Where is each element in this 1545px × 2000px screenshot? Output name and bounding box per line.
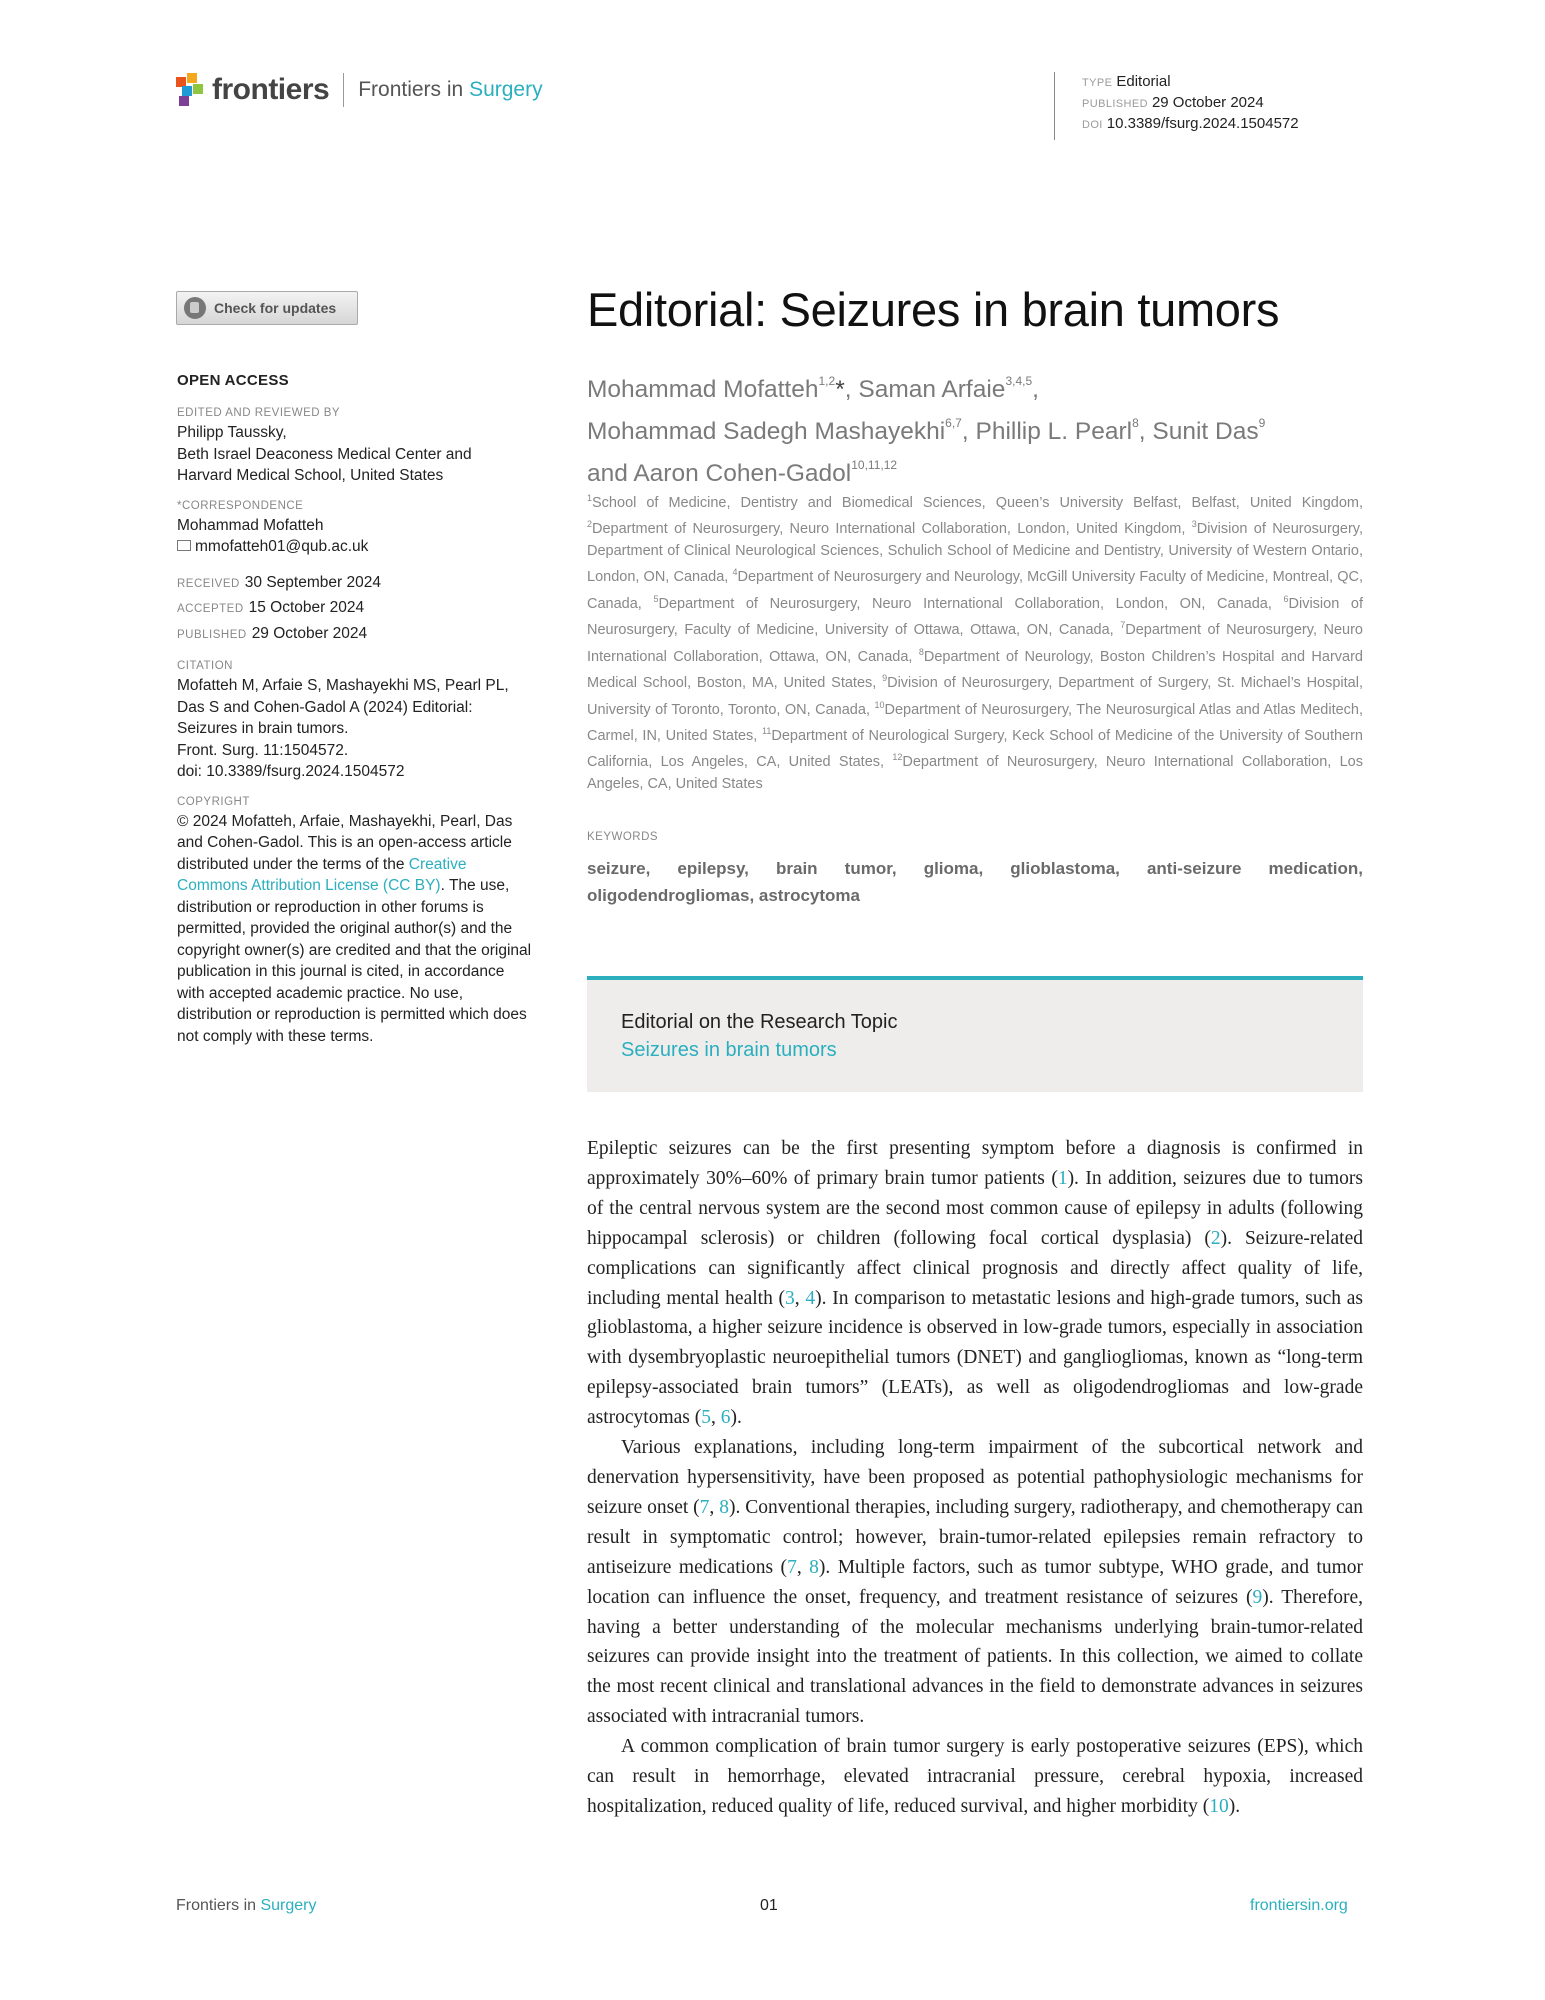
journal-prefix: Frontiers in (358, 78, 464, 101)
reference-link[interactable]: 8 (809, 1556, 819, 1578)
citation-block: CITATION Mofatteh M, Arfaie S, Mashayekhi MS, Pearl PL, Das S and Cohen-Gadol A (2024) Editorial: Seizures in brain tumors. Front. Surg. 11:1504572. doi: 10.3389/fsurg.2024.1504572 (177, 660, 509, 780)
reference-link[interactable]: 9 (1252, 1586, 1263, 1608)
affiliation-text: Division of Neurosurgery, Department of Clinical Neurological Sciences, Schulich School of Medicine and Dentistry, University of Western Ontario, London, ON, Canada, (587, 521, 1363, 586)
body-text: ). Seizure-related complications can significantly affect clinical prognosis and directly affect quality of life, including mental health ( (587, 1227, 1363, 1309)
affiliation-text: Department of Neurosurgery, Neuro International Collaboration, Los Angeles, CA, United States (587, 754, 1363, 792)
affiliation-number: 12 (892, 752, 903, 763)
article-meta (1054, 72, 1299, 140)
left-sidebar (177, 372, 533, 1060)
footer-journal[interactable]: Frontiers in Surgery (176, 1897, 317, 1914)
reference-link[interactable]: 7 (699, 1496, 710, 1518)
body-paragraph (587, 1732, 1363, 1822)
reference-link[interactable]: 6 (720, 1407, 731, 1429)
reference-link[interactable]: 2 (1210, 1227, 1221, 1249)
affiliation-number: 7 (1120, 620, 1126, 631)
keywords-label: KEYWORDS (587, 831, 659, 843)
meta-doi: DOI 10.3389/fsurg.2024.1504572 (1082, 115, 1299, 132)
reference-link[interactable]: 10 (1209, 1795, 1229, 1817)
mail-icon (177, 540, 191, 551)
editor-name: Philipp Taussky, (177, 424, 287, 441)
body-text: ). (1228, 1795, 1241, 1817)
open-access-label: OPEN ACCESS (177, 372, 289, 389)
affiliation-text: Department of Neurosurgery, The Neurosurgical Atlas and Atlas Meditech, Carmel, IN, United States, (587, 701, 1364, 744)
author-link[interactable]: , Sunit Das (1138, 418, 1259, 446)
affiliation-text: Department of Neurological Surgery, Keck School of Medicine of the University of Southern California, Los Angeles, CA, United States, (587, 727, 1363, 771)
page-number: 01 (760, 1897, 778, 1914)
article-body (587, 1134, 1363, 1822)
affiliation-text: Department of Neurosurgery, Neuro International Collaboration, London, United Kingdom, (592, 521, 1192, 538)
author-link[interactable]: Mohammad Mofatteh (587, 376, 819, 404)
affiliations (587, 488, 1363, 795)
body-text: ). (730, 1407, 742, 1429)
body-text: ). Therefore, having a better understanding of the molecular mechanisms underlying brain-tumor-related seizures can provide insight into the treatment of patients. In this collection, we aimed to collate the most recent clinical and translational advances in the field to demonstrate advances in seizures associated with intracranial tumors. (587, 1586, 1364, 1728)
article-title: Editorial: Seizures in brain tumors (587, 283, 1280, 336)
logo-text: frontiers (212, 73, 330, 106)
journal-name[interactable] (358, 78, 542, 102)
body-text: , (711, 1407, 721, 1429)
affiliation-number: 9 (882, 673, 888, 684)
affiliation-number: 3 (1191, 519, 1197, 530)
body-text: ). Multiple factors, such as tumor subtype, WHO grade, and tumor location can influence the onset, frequency, and treatment resistance of seizures ( (587, 1556, 1363, 1608)
body-text: Various explanations, including long-term impairment of the subcortical network and denervation hypersensitivity, have been proposed as potential pathophysiologic mechanisms for seizure onset ( (587, 1437, 1363, 1518)
editor-affiliation: Beth Israel Deaconess Medical Center and Harvard Medical School, United States (177, 445, 472, 484)
keywords: seizure, epilepsy, brain tumor, glioma, glioblastoma, anti-seizure medication, oligodendrogliomas, astrocytoma (587, 859, 1363, 905)
affiliation-number: 2 (587, 519, 593, 530)
affiliation-number: 1 (587, 493, 593, 503)
meta-published: PUBLISHED 29 October 2024 (1082, 94, 1264, 111)
body-text: Epileptic seizures can be the first presenting symptom before a diagnosis is confirmed in approximately 30%–60% of primary brain tumor patients ( (587, 1138, 1363, 1189)
reference-link[interactable]: 5 (701, 1407, 712, 1429)
reference-link[interactable]: 8 (719, 1496, 729, 1518)
body-text: ). Conventional therapies, including surgery, radiotherapy, and chemotherapy can result in symptomatic control; however, brain-tumor-related epilepsies remain refractory to antiseizure medications ( (587, 1496, 1364, 1578)
reference-link[interactable]: 7 (787, 1556, 797, 1578)
author-link[interactable]: , Phillip L. Pearl (961, 418, 1133, 446)
affiliation-number: 8 (918, 646, 924, 657)
affiliation-number: 5 (653, 593, 659, 604)
dates-block: RECEIVED 30 September 2024 ACCEPTED 15 October 2024 PUBLISHED 29 October 2024 (177, 573, 381, 642)
frontiers-logo-icon (176, 73, 206, 107)
affiliation-number: 4 (732, 567, 738, 578)
doi-link[interactable]: 10.3389/fsurg.2024.1504572 (1106, 115, 1299, 132)
crossmark-icon (184, 297, 206, 319)
affiliation-text: Department of Neurology, Boston Children’s Hospital and Harvard Medical School, Boston, MA, United States, (587, 648, 1364, 691)
footer-site-link[interactable]: frontiersin.org (1250, 1897, 1348, 1914)
body-text: , (794, 1287, 806, 1309)
affiliation-text: Division of Neurosurgery, Faculty of Medicine, University of Ottawa, Ottawa, ON, Canada, (587, 595, 1363, 639)
editor-block: EDITED AND REVIEWED BY Philipp Taussky, Beth Israel Deaconess Medical Center and Harvard Medical School, United States (177, 407, 533, 487)
corr-name: Mohammad Mofatteh (177, 516, 324, 534)
check-updates-label: Check for updates (214, 300, 337, 316)
body-paragraph (587, 1433, 1363, 1732)
body-text: ). In addition, seizures due to tumors of the central nervous system are the second most common cause of epilepsy in adults (following hippocampal sclerosis) or children (following focal cortical dysplasia) ( (587, 1167, 1363, 1249)
author-link[interactable]: and Aaron Cohen-Gadol (587, 460, 852, 488)
affiliation-text: Department of Neurosurgery, Neuro International Collaboration, Ottawa, ON, Canada, (587, 622, 1363, 665)
logo-divider (343, 73, 344, 107)
author-link[interactable]: , Saman Arfaie (844, 376, 1006, 404)
journal-subject: Surgery (469, 78, 543, 101)
affiliation-text: Department of Neurosurgery and Neurology, McGill University Faculty of Medicine, Montreal, QC, Canada, (587, 569, 1363, 612)
body-text: , (796, 1556, 810, 1578)
author-link[interactable]: Mohammad Sadegh Mashayekhi (587, 418, 946, 446)
author-list: Mohammad Mofatteh$^{1,2}$*, Saman Arfaie$^{3,4,5}$, Mohammad Sadegh Mashayekhi$^{6,7}$, Phillip L. Pearl$^8$, Sunit Das$^9$ and Aaron Cohen-Gadol$^{10,11,12}$ (587, 374, 1266, 488)
reference-link[interactable]: 4 (805, 1287, 816, 1309)
body-text: A common complication of brain tumor surgery is early postoperative seizures (EPS), which can result in hemorrhage, elevated intracranial pressure, cerebral hypoxia, increased hospitalization, reduced quality of life, reduced survival, and higher morbidity ( (587, 1736, 1363, 1817)
affiliation-number: 11 (762, 725, 772, 736)
reference-link[interactable]: 3 (785, 1287, 795, 1309)
copyright-block: COPYRIGHT © 2024 Mofatteh, Arfaie, Mashayekhi, Pearl, Das and Cohen-Gadol. This is an open-access article distributed under the terms of the Creative Commons Attribution License (CC BY). The use, distribution or reproduction in other forums is permitted, provided the original author(s) and the copyright owner(s) are credited and that the original publication in this journal is cited, in accordance with accepted academic practice. No use, distribution or reproduction is permitted which does not comply with these terms. (177, 795, 532, 1045)
affiliation-number: 6 (1283, 593, 1289, 604)
body-text: ). In comparison to metastatic lesions and high-grade tumors, such as glioblastoma, a higher seizure incidence is observed in low-grade tumors, especially in association with dysembryoplastic neuroepithelial tumors (DNET) and gangliogliomas, known as “long-term epilepsy-associated brain tumors” (LEATs), as well as oligodendrogliomas and low-grade astrocytomas ( (587, 1287, 1363, 1429)
body-text: , (709, 1496, 720, 1518)
reference-link[interactable]: 1 (1057, 1167, 1068, 1189)
meta-type: TYPE Editorial (1082, 73, 1171, 90)
corr-email-link[interactable]: mmofatteh01@qub.ac.uk (195, 538, 369, 555)
affiliation-number: 10 (874, 699, 885, 710)
check-for-updates-button[interactable] (176, 291, 358, 325)
affiliation-text: School of Medicine, Dentistry and Biomedical Sciences, Queen’s University Belfast, Belfast, United Kingdom, (592, 494, 1363, 511)
affiliation-text: Department of Neurosurgery, Neuro International Collaboration, London, ON, Canada, (658, 595, 1284, 612)
license-link[interactable]: Creative Commons Attribution License (CC BY) (177, 855, 467, 894)
research-topic-link[interactable]: Seizures in brain tumors (621, 1039, 837, 1061)
research-topic-box (587, 976, 1363, 1092)
body-paragraph (587, 1134, 1363, 1433)
affiliation-text: Division of Neurosurgery, Department of Surgery, St. Michael’s Hospital, University of Toronto, Toronto, ON, Canada, (587, 674, 1363, 718)
research-topic-label: Editorial on the Research Topic (621, 1011, 898, 1033)
frontiers-logo[interactable] (176, 70, 543, 110)
correspondence-block: *CORRESPONDENCE Mohammad Mofatteh mmofatteh01@qub.ac.uk (177, 500, 533, 558)
